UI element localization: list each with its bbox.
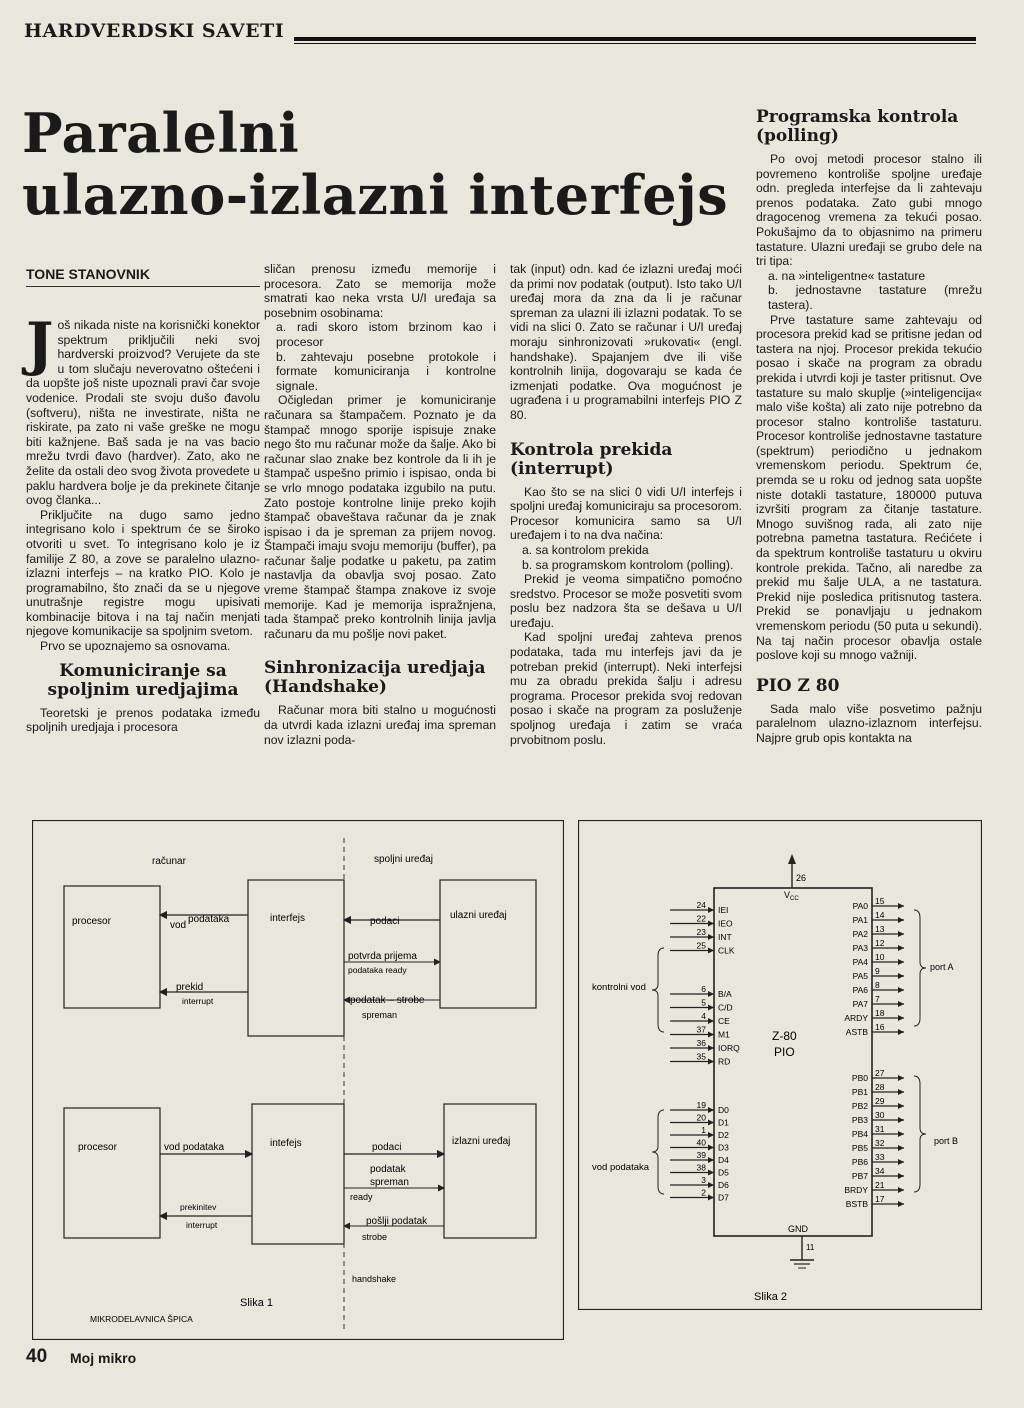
top-device-box bbox=[440, 880, 536, 1008]
paragraph: Teoretski je prenos podataka između spoljnih uredjaja i procesora bbox=[26, 705, 260, 735]
pin-name: PB4 bbox=[851, 1129, 868, 1139]
pin-name: D5 bbox=[718, 1167, 729, 1178]
section-label: HARDVERDSKI SAVETI bbox=[24, 20, 285, 42]
paragraph: Priključite na dugo samo jedno integrisano kolo i spektrum će se široko otvoriti u svet. To integrisano kolo je iz familije Z 80, a zove se paralelno ulazno-izlazni interfejs – na kratko PIO. Kolo je programabilno, što znači da se u njegove unutrašnje registre mogu upisivati kombinacije bitova i na taj način menjati njegove komunikacije sa spoljnim svetom. bbox=[26, 507, 260, 639]
pin-number: 40 bbox=[696, 1137, 706, 1148]
paragraph: Očigledan primer je komuniciranje računara sa štampačem. Poznato je da štampač mnogo sporije ispisuje znake nego što mu računar može da šalje. Ako bi računar slao znake bez kontrole da li ih je štampač uspešno primio i ispisao, onda bi se vrlo mnogo podataka izgubilo na putu. Zato postoje kontrolne linije preko kojih štampač obaveštava računar da je znak ispisao i da je spreman za prijem novog. Štampači imaju svoju memoriju (buffer), pa računar šalje podatke u paketu, pa zatim nastavlja da obavlja svoj posao. Zato vreme štampač štampa znakove iz svoje memorije. Kad je memorija ispražnjena, tada štampač preko kontrolnih linija javlja računaru da mu pošlje novi paket. bbox=[264, 393, 496, 641]
paragraph: Još nikada niste na korisnički konektor spektrum priključili neki svoj hardverski proizvod? Verujete da ste u tom slučaju neverovatno oštećeni i da uopšte još niste upoznali pravi čar svoje vodenice. Prodali ste svoju dušo đavolu (softveru), ništa ne investirate, ništa ne riskirate, pa zato ni vaše greške ne mogu biti kažnjene. Baš sada je na vas bacio mrežu tvrdi đavo (hardver). Zato, ako ne želite da ostali deo svog života provedete u paklu hardvera bolje je da prekinete čitanje ovog članka... bbox=[26, 310, 260, 508]
pin-arrow bbox=[708, 1032, 714, 1038]
pin-number: 34 bbox=[875, 1166, 885, 1176]
list-item: b. zahtevaju posebne protokole i formate komuniciranja i kontrolne signale. bbox=[276, 349, 496, 393]
pin-name: IEI bbox=[718, 905, 729, 915]
top-podaci: podaci bbox=[370, 916, 400, 927]
pin-name: IEO bbox=[718, 918, 733, 929]
pin-name: CE bbox=[718, 1016, 730, 1026]
bottom-prekinitev: prekinitev bbox=[180, 1202, 217, 1212]
pin-number: 14 bbox=[875, 910, 885, 920]
pin-number: 4 bbox=[701, 1011, 706, 1021]
pin-number: 16 bbox=[875, 1022, 885, 1032]
pin-arrow bbox=[898, 1159, 904, 1165]
port-b-label: port B bbox=[934, 1136, 959, 1146]
pin-arrow bbox=[898, 917, 904, 923]
bottom-podatak: podatak bbox=[370, 1164, 406, 1175]
subheading: Komuniciranje sa spoljnim uredjajima bbox=[47, 660, 239, 700]
pin-arrow bbox=[898, 1103, 904, 1109]
figure-2-caption: Slika 2 bbox=[754, 1291, 788, 1303]
pin-arrow bbox=[708, 921, 714, 927]
pin-arrow bbox=[708, 1045, 714, 1051]
label-spoljni: spoljni uređaj bbox=[374, 854, 433, 865]
bottom-podaci: podaci bbox=[372, 1142, 402, 1153]
chip-body bbox=[714, 888, 872, 1236]
pin-arrow bbox=[898, 903, 904, 909]
pin-26: 26 bbox=[796, 873, 807, 883]
chip-name: Z-80 bbox=[772, 1029, 797, 1043]
kontrolni-vod-label: kontrolni vod bbox=[592, 982, 646, 993]
pin-11: 11 bbox=[806, 1243, 815, 1252]
top-podataka: podataka bbox=[188, 914, 230, 925]
subheading: PIO Z 80 bbox=[756, 675, 840, 696]
pin-name: D4 bbox=[718, 1155, 729, 1165]
subheading: Sinhronizacija uredjaja (Handshake) bbox=[264, 658, 486, 698]
pin-number: 23 bbox=[696, 927, 706, 937]
pin-number: 1 bbox=[701, 1125, 706, 1135]
bottom-strobe: strobe bbox=[362, 1232, 388, 1242]
header-rule-thin bbox=[294, 43, 976, 44]
pin-name: PA1 bbox=[852, 915, 868, 925]
pin-name: INT bbox=[718, 932, 732, 942]
bottom-interfejs-box bbox=[252, 1104, 344, 1244]
drop-cap: J bbox=[26, 310, 54, 378]
pin-name: PA2 bbox=[852, 929, 868, 939]
vcc-label: $V_{CC}$ bbox=[784, 890, 799, 902]
list-item: b. sa programskom kontrolom (polling). bbox=[522, 557, 734, 572]
pin-arrow bbox=[898, 959, 904, 965]
pin-arrow bbox=[708, 1107, 714, 1113]
pin-arrow bbox=[708, 1018, 714, 1024]
pin-name: PA7 bbox=[852, 999, 868, 1009]
section-header bbox=[24, 20, 976, 48]
pin-name: ASTB bbox=[845, 1027, 868, 1037]
title-line-2: ulazno-izlazni interfejs bbox=[22, 163, 729, 227]
pin-name: D0 bbox=[718, 1105, 729, 1115]
pin-name: PB7 bbox=[851, 1171, 868, 1181]
pin-number: 22 bbox=[696, 913, 706, 924]
pin-name: D6 bbox=[718, 1180, 729, 1190]
pin-arrow bbox=[898, 973, 904, 979]
paragraph: Kao što se na slici 0 vidi U/I interfejs i spoljni uređaj komuniciraju sa procesorom. Procesor komunicira samo sa U/I uređajem i to na dva načina: bbox=[510, 484, 742, 543]
paragraph: Prvo se upoznajemo sa osnovama. bbox=[40, 639, 231, 654]
paragraph: Prve tastature same zahtevaju od procesora prekid kad se pritisne jedan od tastera na njoj. Procesor prekida tekućio posao i skače na program za obradu prekida i utvrdi koji je taster pritisnut. Ove tastature su malo skuplje (»inteligencija« malo više košta) ali zato nije potrebno da procesor stalno kontroliše tastaturu. Procesor kontroliše jednostavne tastature (spektrum) periodično u jednakom vremenskom periodu. Spektrum će, premda se u roku od jednog sata uopšte niste dotakli tastature, 180000 putuva izvršiti program za čitanje tastature. Mnogo suvišnog rada, ali zato nije potrebna pametna tastatura. Rećićete i da spektrum kontroliše tastaturu u okviru kontrole prekida. Tačno, ali naredbe za prekid mu šalje ULA, a ne tastatura. Prekid nije posledica pritisnutog tastera. Prekid se ponavljaju u jednakom vremenskom periodu (50 puta u sekundi). Na taj način procesor obavlja ostale poslove koji su mnogo važniji. bbox=[756, 312, 982, 663]
pin-name: PB6 bbox=[851, 1157, 868, 1167]
top-potvrda-ready: podataka ready bbox=[348, 965, 407, 975]
paragraph: Prekid je veoma simpatično pomoćno sredstvo. Procesor se može posvetiti svom poslu bez nadzora šta se dešava u U/I uređaju. bbox=[510, 572, 742, 630]
pin-name: PB0 bbox=[851, 1073, 868, 1083]
list-item: b. jednostavne tastature (mrežu tastera). bbox=[768, 283, 982, 312]
pin-number: 12 bbox=[875, 938, 885, 948]
top-interrupt: interrupt bbox=[182, 996, 214, 1006]
pin-number: 18 bbox=[875, 1008, 885, 1018]
bottom-procesor: procesor bbox=[78, 1142, 117, 1153]
bottom-ready: ready bbox=[350, 1192, 373, 1202]
pin-number: 28 bbox=[875, 1082, 885, 1092]
pin-number: 31 bbox=[875, 1124, 885, 1134]
paragraph: Kad spoljni uređaj zahteva prenos podataka, tada mu interfejs javi da je potreban prekid (interrupt). Neki interfejsi mu za obradu prekida šalju i adresu programa. Procesor prekida svoj redovan posao i skače na program za posluženje spoljnog uređaja i zatim se vraća prvobitnom poslu. bbox=[510, 630, 742, 747]
pin-number: 36 bbox=[696, 1038, 706, 1048]
pin-name: BSTB bbox=[845, 1199, 868, 1209]
bottom-interfejs: intefejs bbox=[270, 1138, 302, 1149]
pin-number: 6 bbox=[701, 984, 706, 994]
pin-arrow bbox=[708, 1059, 714, 1065]
pin-arrow bbox=[898, 1201, 904, 1207]
pin-number: 39 bbox=[696, 1150, 706, 1160]
pin-name: D2 bbox=[718, 1130, 729, 1140]
pin-number: 29 bbox=[875, 1096, 885, 1106]
pin-number: 8 bbox=[875, 980, 880, 990]
page-number: 40 bbox=[26, 1346, 48, 1367]
top-prekid: prekid bbox=[176, 982, 204, 993]
port-a-label: port A bbox=[930, 962, 954, 972]
pin-arrow bbox=[708, 1157, 714, 1163]
vod-podataka-label: vod podataka bbox=[592, 1162, 650, 1173]
pin-name: PA6 bbox=[852, 985, 868, 995]
bottom-interrupt: interrupt bbox=[186, 1220, 218, 1230]
pin-arrow bbox=[708, 948, 714, 954]
pin-number: 32 bbox=[875, 1138, 885, 1148]
pin-arrow bbox=[898, 1001, 904, 1007]
column-4 bbox=[756, 108, 982, 746]
pin-name: PA4 bbox=[852, 957, 868, 967]
pin-arrow bbox=[708, 934, 714, 940]
column-1 bbox=[26, 310, 260, 735]
list-item: a. sa kontrolom prekida bbox=[522, 542, 649, 557]
pin-number: 33 bbox=[875, 1152, 885, 1162]
pin-arrow bbox=[708, 907, 714, 913]
pin-number: 27 bbox=[875, 1068, 885, 1078]
top-potvrda: potvrda prijema bbox=[348, 951, 417, 962]
pin-arrow bbox=[898, 945, 904, 951]
figure-1-caption: Slika 1 bbox=[240, 1297, 274, 1309]
pin-arrow bbox=[898, 1089, 904, 1095]
pin-number: 37 bbox=[696, 1024, 706, 1035]
pin-name: PA0 bbox=[852, 901, 868, 911]
pin-arrow bbox=[898, 1075, 904, 1081]
pin-arrow bbox=[898, 987, 904, 993]
label-racunar: računar bbox=[152, 856, 186, 867]
pin-name: PA5 bbox=[852, 971, 868, 981]
pin-arrow bbox=[898, 931, 904, 937]
bottom-handshake: handshake bbox=[352, 1274, 397, 1284]
pin-name: IORQ bbox=[718, 1043, 740, 1053]
header-rule bbox=[294, 37, 976, 41]
pin-number: 24 bbox=[696, 900, 706, 910]
pin-name: CLK bbox=[718, 945, 735, 956]
pin-arrow bbox=[708, 1170, 714, 1176]
bottom-device: izlazni uređaj bbox=[452, 1136, 511, 1147]
author-rule bbox=[26, 286, 260, 287]
pin-name: PB3 bbox=[851, 1115, 868, 1125]
pin-arrow bbox=[898, 1015, 904, 1021]
paragraph: Sada malo više posvetimo pažnju paralelnom ulazno-izlaznom interfejsu. Najpre grub opis kontakta na bbox=[756, 701, 982, 745]
top-procesor-box bbox=[64, 886, 160, 1008]
title-line-1: Paralelni bbox=[22, 101, 300, 165]
pin-number: 3 bbox=[701, 1175, 706, 1185]
top-interfejs-box bbox=[248, 880, 344, 1036]
pin-arrow bbox=[708, 1005, 714, 1011]
list-item: a. na »inteligentne« tastature bbox=[768, 268, 926, 283]
top-device: ulazni uređaj bbox=[450, 910, 507, 921]
author: TONE STANOVNIK bbox=[26, 266, 150, 282]
magazine-name: Moj mikro bbox=[70, 1350, 137, 1366]
pin-number: 10 bbox=[875, 952, 885, 962]
pin-number: 35 bbox=[696, 1051, 706, 1062]
pin-arrow bbox=[708, 1182, 714, 1188]
column-3 bbox=[510, 262, 742, 747]
bottom-procesor-box bbox=[64, 1108, 160, 1238]
pin-arrow bbox=[708, 1120, 714, 1126]
pin-name: C/D bbox=[718, 1002, 733, 1013]
pin-number: 30 bbox=[875, 1110, 885, 1120]
list-item: a. radi skoro istom brzinom kao i procesor bbox=[276, 320, 496, 349]
pin-number: 21 bbox=[875, 1180, 885, 1190]
pin-name: D7 bbox=[718, 1192, 729, 1203]
pin-name: PA3 bbox=[852, 943, 868, 953]
paragraph: tak (input) odn. kad će izlazni uređaj moći da primi nov podatak (output). Isto tako U/I uređaj mora da zna da li je računar spreman za ulazni ili izlazni podatak. To se vidi na slici 0. Zato se računar i U/I uređaj moraju sinhronizovati »rukovati« (engl. handshake). Spajanjem dve ili više kontrolnih linija, dogovaraju se kada će izmenjati podatke. Ova mogućnost je ugrađena i u programabilni interfejs PIO Z 80. bbox=[510, 262, 742, 422]
pin-number: 9 bbox=[875, 966, 880, 976]
gnd-label: GND bbox=[788, 1224, 808, 1234]
pin-number: 7 bbox=[875, 994, 880, 1004]
page-footer bbox=[26, 1346, 226, 1372]
pin-number: 13 bbox=[875, 924, 885, 934]
pin-name: PB5 bbox=[851, 1143, 868, 1153]
top-strobe-spreman: spreman bbox=[362, 1010, 398, 1020]
pin-number: 25 bbox=[696, 940, 706, 951]
pin-arrow bbox=[708, 1132, 714, 1138]
pin-name: PB1 bbox=[851, 1087, 868, 1097]
pin-arrow bbox=[708, 1145, 714, 1151]
pin-number: 17 bbox=[875, 1194, 885, 1204]
bottom-vod: vod podataka bbox=[164, 1142, 225, 1153]
pin-arrow bbox=[708, 1195, 714, 1201]
bottom-posalji: pošlji podatak bbox=[366, 1216, 428, 1227]
figure-1-diagram bbox=[32, 820, 564, 1340]
pin-name: PB2 bbox=[851, 1101, 868, 1111]
pin-name: D1 bbox=[718, 1117, 729, 1128]
pin-arrow bbox=[898, 1117, 904, 1123]
paragraph: sličan prenosu između memorije i procesora. Zato se memorija može smatrati kao neka vrsta U/I uređaja sa posebnim osobinama: bbox=[264, 262, 496, 320]
pin-name: BRDY bbox=[844, 1185, 868, 1195]
subheading: Programska kontrola (polling) bbox=[756, 107, 959, 146]
pin-number: 15 bbox=[875, 896, 885, 906]
pin-arrow bbox=[708, 991, 714, 997]
pin-arrow bbox=[898, 1145, 904, 1151]
pin-name: B/A bbox=[718, 989, 732, 999]
pin-number: 2 bbox=[701, 1187, 706, 1198]
paragraph: Računar mora biti stalno u mogućnosti da utvrdi kada izlazni uređaj ima spreman nov izlazni poda- bbox=[264, 703, 496, 747]
bottom-device-box bbox=[444, 1104, 536, 1238]
pin-number: 19 bbox=[696, 1100, 706, 1110]
subheading: Kontrola prekida (interrupt) bbox=[510, 439, 673, 479]
pin-arrow bbox=[898, 1029, 904, 1035]
shop-credit: MIKRODELAVNICA ŠPICA bbox=[90, 1314, 193, 1324]
pin-number: 5 bbox=[701, 997, 706, 1008]
top-interfejs: interfejs bbox=[270, 913, 306, 924]
pin-name: M1 bbox=[718, 1029, 730, 1040]
top-vod: vod bbox=[170, 920, 187, 931]
top-procesor: procesor bbox=[72, 916, 111, 927]
column-2 bbox=[264, 262, 496, 747]
pin-arrow bbox=[898, 1131, 904, 1137]
figure-2-pinout bbox=[578, 820, 982, 1310]
chip-name-2: PIO bbox=[774, 1045, 795, 1059]
pin-arrow bbox=[898, 1187, 904, 1193]
figure-frame bbox=[33, 821, 564, 1340]
top-strobe: podatak – strobe bbox=[350, 995, 425, 1006]
pin-name: RD bbox=[718, 1056, 731, 1067]
bottom-spreman: spreman bbox=[370, 1177, 409, 1188]
pin-number: 38 bbox=[696, 1162, 706, 1173]
paragraph: Po ovoj metodi procesor stalno ili povremeno kontroliše spoljne uređaje odn. pregleda interfejse da li zahtevaju prenos podataka. Zato gubi mnogo dragocenog vremena za tekući posao. Pokušajmo da to objasnimo na primeru tastature. Ulazni uređaji se grubo dele na tri tipa: bbox=[756, 152, 982, 269]
pin-number: 20 bbox=[696, 1112, 706, 1123]
pin-name: D3 bbox=[718, 1142, 729, 1153]
pin-name: ARDY bbox=[844, 1013, 868, 1023]
article-title bbox=[22, 102, 728, 226]
pin-arrow bbox=[898, 1173, 904, 1179]
